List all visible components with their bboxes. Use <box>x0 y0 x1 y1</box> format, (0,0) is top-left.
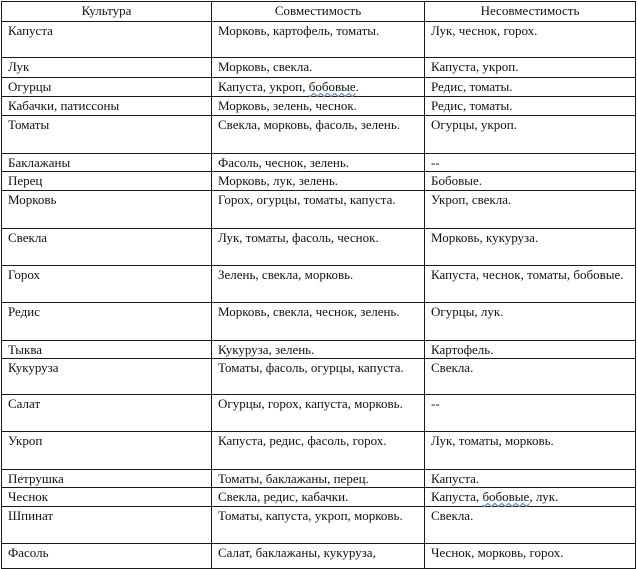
table-row <box>2 395 636 432</box>
compatible-cell: Горох, огурцы, томаты, капуста. <box>212 191 425 229</box>
compatible-cell: Лук, томаты, фасоль, чеснок. <box>212 229 425 266</box>
incompatible-cell: Бобовые. <box>425 172 636 191</box>
table-row <box>2 507 636 544</box>
incompatible-cell: -- <box>425 154 636 172</box>
table-body <box>2 22 636 569</box>
compatible-cell: Кукуруза, зелень. <box>212 341 425 359</box>
table-row <box>2 78 636 97</box>
table-row <box>2 97 636 116</box>
incompatible-cell: Укроп, свекла. <box>425 191 636 229</box>
header-row <box>2 2 636 22</box>
compatible-cell: Капуста, редис, фасоль, горох. <box>212 432 425 470</box>
compatible-cell: Морковь, свекла. <box>212 58 425 78</box>
crop-cell: Редис <box>2 303 212 341</box>
table-row <box>2 488 636 507</box>
table-row <box>2 341 636 359</box>
incompatible-cell: Редис, томаты. <box>425 78 636 97</box>
compatible-cell: Томаты, баклажаны, перец. <box>212 470 425 488</box>
header-compatible: Совместимость <box>212 2 425 22</box>
compatible-cell: Салат, баклажаны, кукуруза, <box>212 544 425 569</box>
crop-cell: Морковь <box>2 191 212 229</box>
crop-cell: Тыква <box>2 341 212 359</box>
table-row <box>2 58 636 78</box>
crop-cell: Капуста <box>2 22 212 58</box>
incompatible-cell: Капуста, чеснок, томаты, бобовые. <box>425 266 636 303</box>
table-row <box>2 266 636 303</box>
crop-cell: Чеснок <box>2 488 212 507</box>
compatible-cell: Капуста, укроп, бобовые. <box>212 78 425 97</box>
crop-cell: Свекла <box>2 229 212 266</box>
crop-cell: Кукуруза <box>2 359 212 395</box>
incompatible-cell: Морковь, кукуруза. <box>425 229 636 266</box>
table-row <box>2 116 636 154</box>
table-row <box>2 432 636 470</box>
incompatible-cell: Чеснок, морковь, горох. <box>425 544 636 569</box>
compatible-cell: Морковь, лук, зелень. <box>212 172 425 191</box>
table-row <box>2 22 636 58</box>
table-row <box>2 303 636 341</box>
header-crop: Культура <box>2 2 212 22</box>
crop-cell: Перец <box>2 172 212 191</box>
incompatible-cell: Капуста, бобовые, лук. <box>425 488 636 507</box>
incompatible-cell: Редис, томаты. <box>425 97 636 116</box>
table-row <box>2 470 636 488</box>
compatible-cell: Фасоль, чеснок, зелень. <box>212 154 425 172</box>
table-row <box>2 172 636 191</box>
compatible-cell: Томаты, фасоль, огурцы, капуста. <box>212 359 425 395</box>
incompatible-cell: Огурцы, укроп. <box>425 116 636 154</box>
spellcheck-underline: бобовые <box>482 489 530 504</box>
crop-compatibility-table <box>1 1 636 569</box>
compatible-cell: Зелень, свекла, морковь. <box>212 266 425 303</box>
crop-cell: Кабачки, патиссоны <box>2 97 212 116</box>
incompatible-cell: Капуста. <box>425 470 636 488</box>
crop-cell: Укроп <box>2 432 212 470</box>
table-row <box>2 229 636 266</box>
crop-cell: Петрушка <box>2 470 212 488</box>
crop-cell: Фасоль <box>2 544 212 569</box>
incompatible-cell: -- <box>425 395 636 432</box>
crop-cell: Шпинат <box>2 507 212 544</box>
crop-cell: Лук <box>2 58 212 78</box>
compatible-cell: Морковь, картофель, томаты. <box>212 22 425 58</box>
crop-cell: Салат <box>2 395 212 432</box>
incompatible-cell: Лук, томаты, морковь. <box>425 432 636 470</box>
table-row <box>2 191 636 229</box>
compatible-cell: Свекла, редис, кабачки. <box>212 488 425 507</box>
incompatible-cell: Свекла. <box>425 507 636 544</box>
incompatible-cell: Картофель. <box>425 341 636 359</box>
crop-cell: Горох <box>2 266 212 303</box>
compatible-cell: Морковь, свекла, чеснок, зелень. <box>212 303 425 341</box>
table-row <box>2 359 636 395</box>
table-row <box>2 154 636 172</box>
spellcheck-underline: бобовые <box>308 79 356 94</box>
incompatible-cell: Свекла. <box>425 359 636 395</box>
crop-cell: Огурцы <box>2 78 212 97</box>
incompatible-cell: Капуста, укроп. <box>425 58 636 78</box>
incompatible-cell: Лук, чеснок, горох. <box>425 22 636 58</box>
compatible-cell: Свекла, морковь, фасоль, зелень. <box>212 116 425 154</box>
compatible-cell: Морковь, зелень, чеснок. <box>212 97 425 116</box>
header-incompatible: Несовместимость <box>425 2 636 22</box>
table-row <box>2 544 636 569</box>
crop-cell: Баклажаны <box>2 154 212 172</box>
compatible-cell: Огурцы, горох, капуста, морковь. <box>212 395 425 432</box>
incompatible-cell: Огурцы, лук. <box>425 303 636 341</box>
crop-cell: Томаты <box>2 116 212 154</box>
compatible-cell: Томаты, капуста, укроп, морковь. <box>212 507 425 544</box>
